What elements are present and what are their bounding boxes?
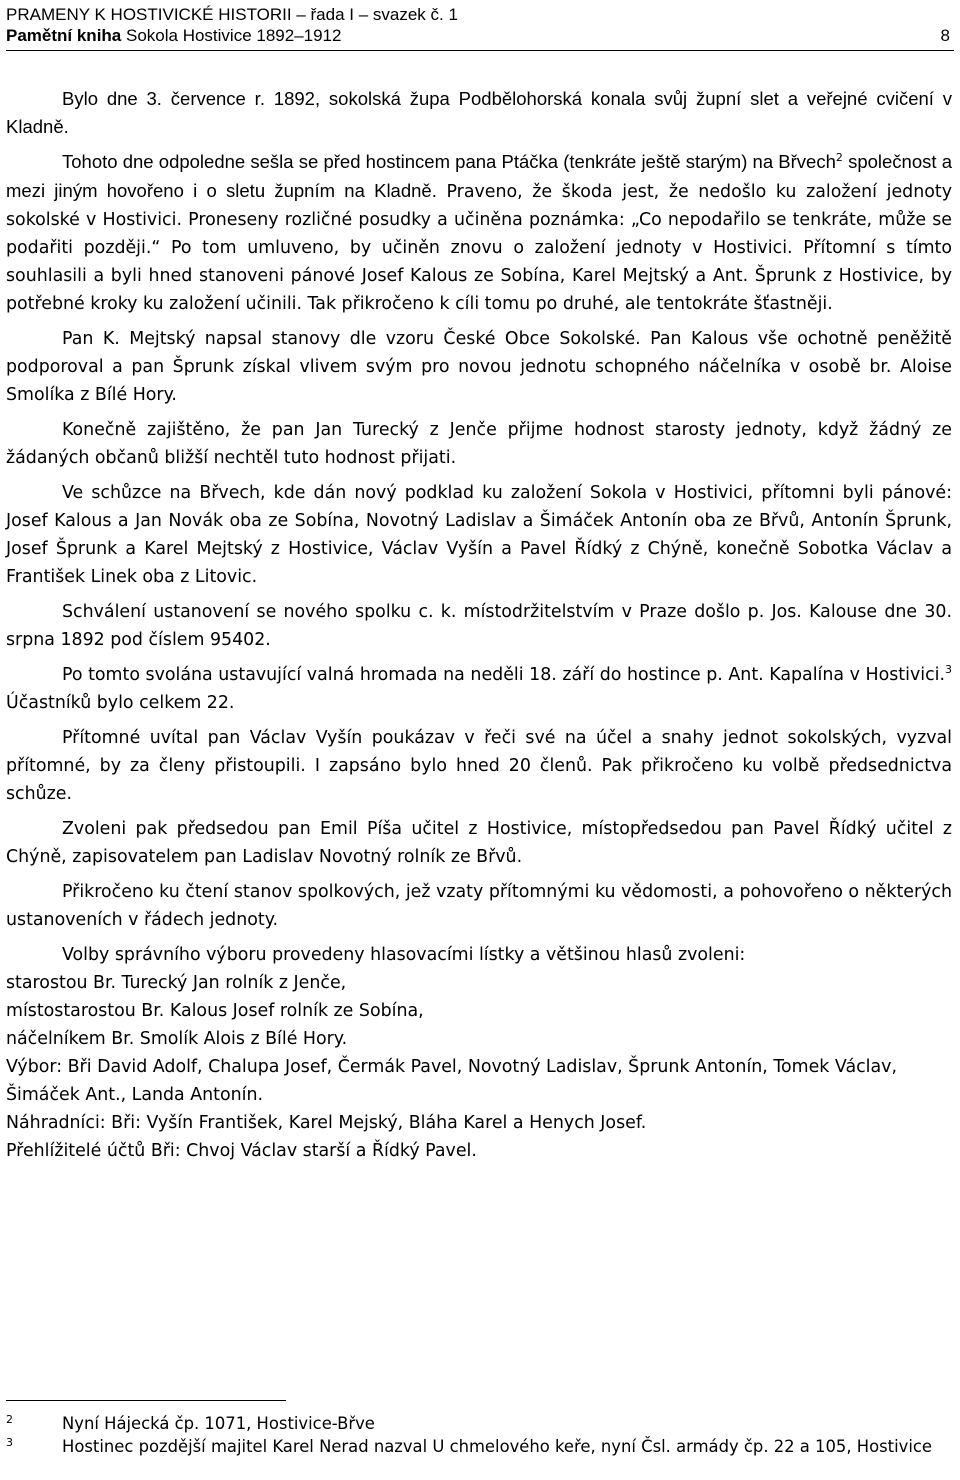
footnote-text: Nyní Hájecká čp. 1071, Hostivice-Břve <box>62 1414 375 1433</box>
paragraph-2-part-b: společnost a mezi jiným hovořeno i o sletu župním na Kladně. <box>6 151 952 201</box>
page-number: 8 <box>940 26 950 45</box>
paragraph-6: Schválení ustanovení se nového spolku c. k. místodržitelstvím v Praze došlo p. Jos. Kalouse dne 30. srpna 1892 pod číslem 95402. <box>6 602 952 650</box>
paragraph-11: Volby správního výboru provedeny hlasovacími lístky a většinou hlasů zvoleni: <box>62 945 746 965</box>
book-title-rest: Sokola Hostivice 1892–1912 <box>121 26 342 45</box>
footnotes <box>6 1412 952 1458</box>
footnote-3 <box>6 1435 952 1458</box>
paragraph-7 <box>6 661 952 717</box>
footnote-mark: 2 <box>6 1413 13 1426</box>
footnote-separator <box>6 1400 286 1401</box>
series-title: PRAMENY K HOSTIVICKÉ HISTORII – řada I – svazek č. 1 <box>6 5 458 24</box>
footnote-text: Hostinec pozdější majitel Karel Nerad nazval U chmelového keře, nyní Čsl. armády čp. 22 a 105, Hostivice <box>62 1437 932 1456</box>
list-item: starostou Br. Turecký Jan rolník z Jenče, <box>6 973 347 993</box>
book-title-bold: Pamětní kniha <box>6 26 122 45</box>
footnote-ref-3: 3 <box>945 663 952 676</box>
paragraph-10: Přikročeno ku čtení stanov spolkových, jež vzaty přítomnými ku vědomosti, a pohovořeno o některých ustanoveních v řádech jednoty. <box>6 882 952 930</box>
paragraph-5: Ve schůzce na Břvech, kde dán nový podklad ku založení Sokola v Hostivici, přítomni byli pánové: Josef Kalous a Jan Novák oba ze Sobína, Novotný Ladislav a Šimáček Antonín oba ze Břvů, Antonín Šprunk, Josef Šprunk a Karel Mejtský z Hostivice, Václav Vyšín a Pavel Řídký z Chýně, konečně Sobotka Václav a František Linek oba z Litovic. <box>6 483 952 587</box>
book-title <box>6 25 954 51</box>
list-item: Náhradníci: Bři: Vyšín František, Karel Mejský, Bláha Karel a Henych Josef. <box>6 1113 647 1133</box>
election-results-list <box>6 969 952 1165</box>
paragraph-1: Bylo dne 3. července r. 1892, sokolská župa Podbělohorská konala svůj župní slet a veřejné cvičení v Kladně. <box>6 88 952 137</box>
footnote-2 <box>6 1412 952 1435</box>
document-body <box>6 85 952 1165</box>
list-item: Přehlížitelé účtů Bři: Chvoj Václav starší a Řídký Pavel. <box>6 1141 477 1161</box>
footnote-ref-2: 2 <box>835 151 843 164</box>
paragraph-2 <box>6 148 952 318</box>
list-item: Výbor: Bři David Adolf, Chalupa Josef, Čermák Pavel, Novotný Ladislav, Šprunk Antonín, Tomek Václav, Šimáček Ant., Landa Antonín. <box>6 1057 897 1105</box>
footnote-mark: 3 <box>6 1436 13 1449</box>
list-item: místostarostou Br. Kalous Josef rolník ze Sobína, <box>6 1001 424 1021</box>
paragraph-2-part-a: Tohoto dne odpoledne sešla se před hostincem pana Ptáčka (tenkráte ještě starým) na Břvech <box>62 151 836 172</box>
list-item: náčelníkem Br. Smolík Alois z Bílé Hory. <box>6 1029 348 1049</box>
paragraph-3: Pan K. Mejtský napsal stanovy dle vzoru České Obce Sokolské. Pan Kalous vše ochotně peněžitě podporoval a pan Šprunk získal vlivem svým pro novou jednotu schopného náčelníka v osobě br. Aloise Smolíka z Bílé Hory. <box>6 329 952 405</box>
paragraph-9: Zvoleni pak předsedou pan Emil Píša učitel z Hostivice, místopředsedou pan Pavel Řídký učitel z Chýně, zapisovatelem pan Ladislav Novotný rolník ze Břvů. <box>6 819 952 867</box>
page-header <box>6 4 954 51</box>
paragraph-7-part-a: Po tomto svolána ustavující valná hromada na neděli 18. září do hostince p. Ant. Kapalína v Hostivici. <box>62 665 945 685</box>
paragraph-4: Konečně zajištěno, že pan Jan Turecký z Jenče přijme hodnost starosty jednoty, když žádný ze žádaných občanů bližší nechtěl tuto hodnost přijati. <box>6 420 952 468</box>
paragraph-8: Přítomné uvítal pan Václav Vyšín poukázav v řeči své na účel a snahy jednot sokolských, vyzval přítomné, by za členy přistoupili. I zapsáno bylo hned 20 členů. Pak přikročeno ku volbě předsednictva schůze. <box>6 728 952 804</box>
paragraph-2-part-c: Praveno, že škoda jest, že nedošlo ku založení jednoty sokolské v Hostivici. Proneseny rozličné posudky a učiněna poznámka: „Co nepodařilo se tenkráte, může se podařiti později.“ Po tom umluveno, by učiněn znovu o založení jednoty v Hostivici. Přítomní s tímto souhlasili a byli hned stanoveni pánové Josef Kalous ze Sobína, Karel Mejtský a Ant. Šprunk z Hostivice, by potřebné kroky ku založení učinili. Tak přikročeno k cíli tomu po druhé, ale tentokráte šťastněji. <box>6 182 952 314</box>
paragraph-7-part-b: Účastníků bylo celkem 22. <box>6 693 235 713</box>
